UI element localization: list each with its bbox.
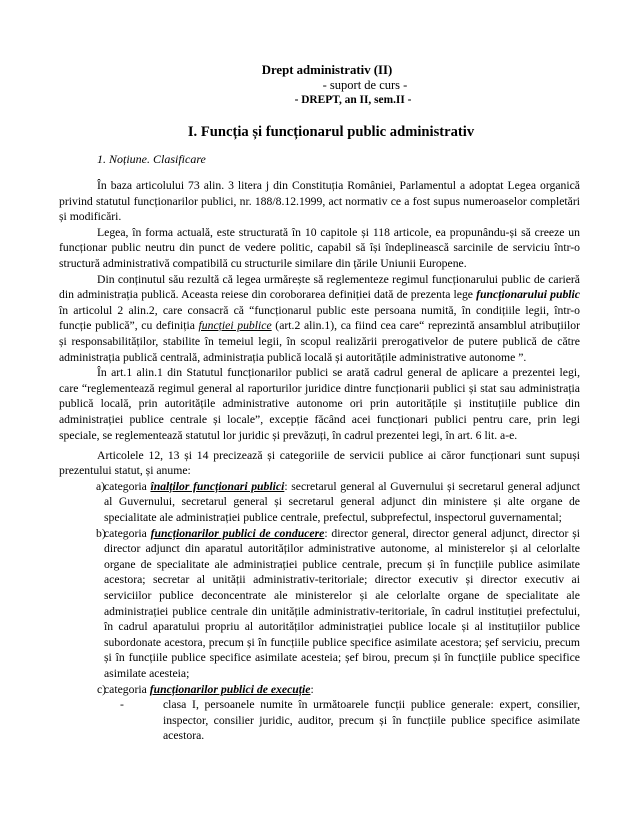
list-item-label: c) bbox=[97, 682, 107, 696]
list-item-label: b) bbox=[96, 526, 106, 540]
course-info: - DREPT, an II, sem.II - bbox=[294, 94, 412, 106]
paragraph-3-part-2: în articolul 2 alin.2, care consacră că “funcționarul public este persoana numită, în condițiile legii, într-o funcție publică”, cu definiția bbox=[59, 303, 580, 333]
paragraph-5: Articolele 12, 13 și 14 precizează și categoriile de servicii publice ai căror funcționari sunt supuși prezentului statut, și anume: bbox=[59, 448, 580, 478]
list-item-term: înalților funcționari publici bbox=[150, 479, 285, 493]
term-functionar-public: funcționarului public bbox=[476, 288, 580, 302]
paragraph-2: Legea, în forma actuală, este structurată în 10 capitole și 118 articole, ea propunându-și să creeze un funcționar public neutru din punct de vedere politic, capabil să își îndeplinească sarcinile de serviciu într-o structură administrativă compatibilă cu structurile similare din țările Uniunii Europene. bbox=[59, 225, 580, 270]
list-item-text: : director general, director general adjunct, director și director adjunct din aparatul autorităților administrative autonome, al ministerelor și al celorlalte organe de specialitate ale administrației publice centrale, precum și în funcțiile publice asimilate acestora; secretar al unității administrativ-teritoriale; director executiv și director executiv ai serviciilor publice deconcentrate ale ministerelor și ale celorlalte organe de specialitate ale administrației publice centrale din unitățile administrativ-teritoriale, în cadrul instituției prefectului, în cadrul aparatului propriu al autorităților administrației publice locale și al instituțiilor publice subordonate acestora, precum și în funcțiile publice specifice asimilate acestora; șef serviciu, precum și în funcțiile publice specifice asimilate acesteia; șef birou, precum și în funcțiile publice specifice asimilate acesteia; bbox=[104, 526, 580, 680]
list-item-lead: categoria bbox=[104, 479, 151, 493]
list-item bbox=[59, 479, 580, 526]
paragraph-1: În baza articolului 73 alin. 3 litera j din Constituția României, Parlamentul a adoptat Legea organică privind statutul funcționarilor publici, nr. 188/8.12.1999, act normativ ce a fost supus numeroaselor completări și modificări. bbox=[59, 179, 580, 224]
category-list bbox=[59, 479, 580, 744]
list-item-lead: categoria bbox=[104, 682, 150, 696]
document-subtitle: - suport de curs - bbox=[322, 78, 408, 92]
list-item-lead: categoria bbox=[104, 526, 151, 540]
paragraph-3 bbox=[59, 272, 580, 366]
paragraph-3-part-3: (art.2 alin.1), ca fiind cea care“ reprezintă ansamblul atribuțiilor și responsabilităților, stabilite în temeiul legii, în scopul realizării prerogativelor de putere publică de către administrația publică centrală, administrația publică locală și autoritățile administrative autonome ”. bbox=[59, 319, 581, 364]
section-heading: 1. Noțiune. Clasificare bbox=[97, 152, 206, 166]
list-item-term: funcționarilor publici de execuție bbox=[149, 682, 311, 696]
paragraph-3-part-1: Din conținutul său rezultă că legea urmărește să reglementeze regimul funcționarului public de carieră din administrația publică. Aceasta reiese din coroborarea definiției dată de prezenta lege bbox=[59, 272, 580, 302]
dash-marker: - bbox=[120, 698, 124, 712]
list-item-text: : bbox=[310, 682, 314, 696]
paragraph-4: În art.1 alin.1 din Statutul funcționarilor publici se arată cadrul general de aplicare a prezentei legi, care “reglementează regimul general al raporturilor juridice dintre funcționarii publici și stat sau administrația publică locală, prin autoritățile administrative autonome ori prin autoritățile și instituțiile publice din administrației publice centrale și locale”, excepție făcând acei funcționari publici pentru care, prin legi speciale, se reglementează statutul lor juridic și prevăzuți, în cadrul prezentei legi, în art. 6 lit. a-e. bbox=[59, 366, 580, 442]
list-item-text: : secretarul general al Guvernului și secretarul general adjunct al Guvernului, secretarul general și secretarul general adjunct din ministere și alte organe de specialitate ale administrației publice centrale, prefectul, subprefectul, inspectorul guvernamental; bbox=[104, 479, 581, 524]
list-item bbox=[59, 526, 580, 682]
list-item bbox=[59, 682, 580, 698]
list-item-term: funcționarilor publici de conducere bbox=[150, 526, 325, 540]
document-body bbox=[59, 178, 580, 744]
document-title: Drept administrativ (II) bbox=[261, 63, 393, 77]
term-functie-publica: funcției publice bbox=[198, 319, 272, 333]
sublist-item bbox=[59, 697, 580, 744]
chapter-heading: I. Funcția și funcționarul public administrativ bbox=[187, 124, 475, 140]
list-item-label: a) bbox=[96, 479, 106, 493]
sublist-item-text: clasa I, persoanele numite în următoarele funcții publice generale: expert, consilier, inspector, consilier juridic, auditor, precum și în funcțiile publice specifice asimilate acestora. bbox=[163, 698, 580, 743]
